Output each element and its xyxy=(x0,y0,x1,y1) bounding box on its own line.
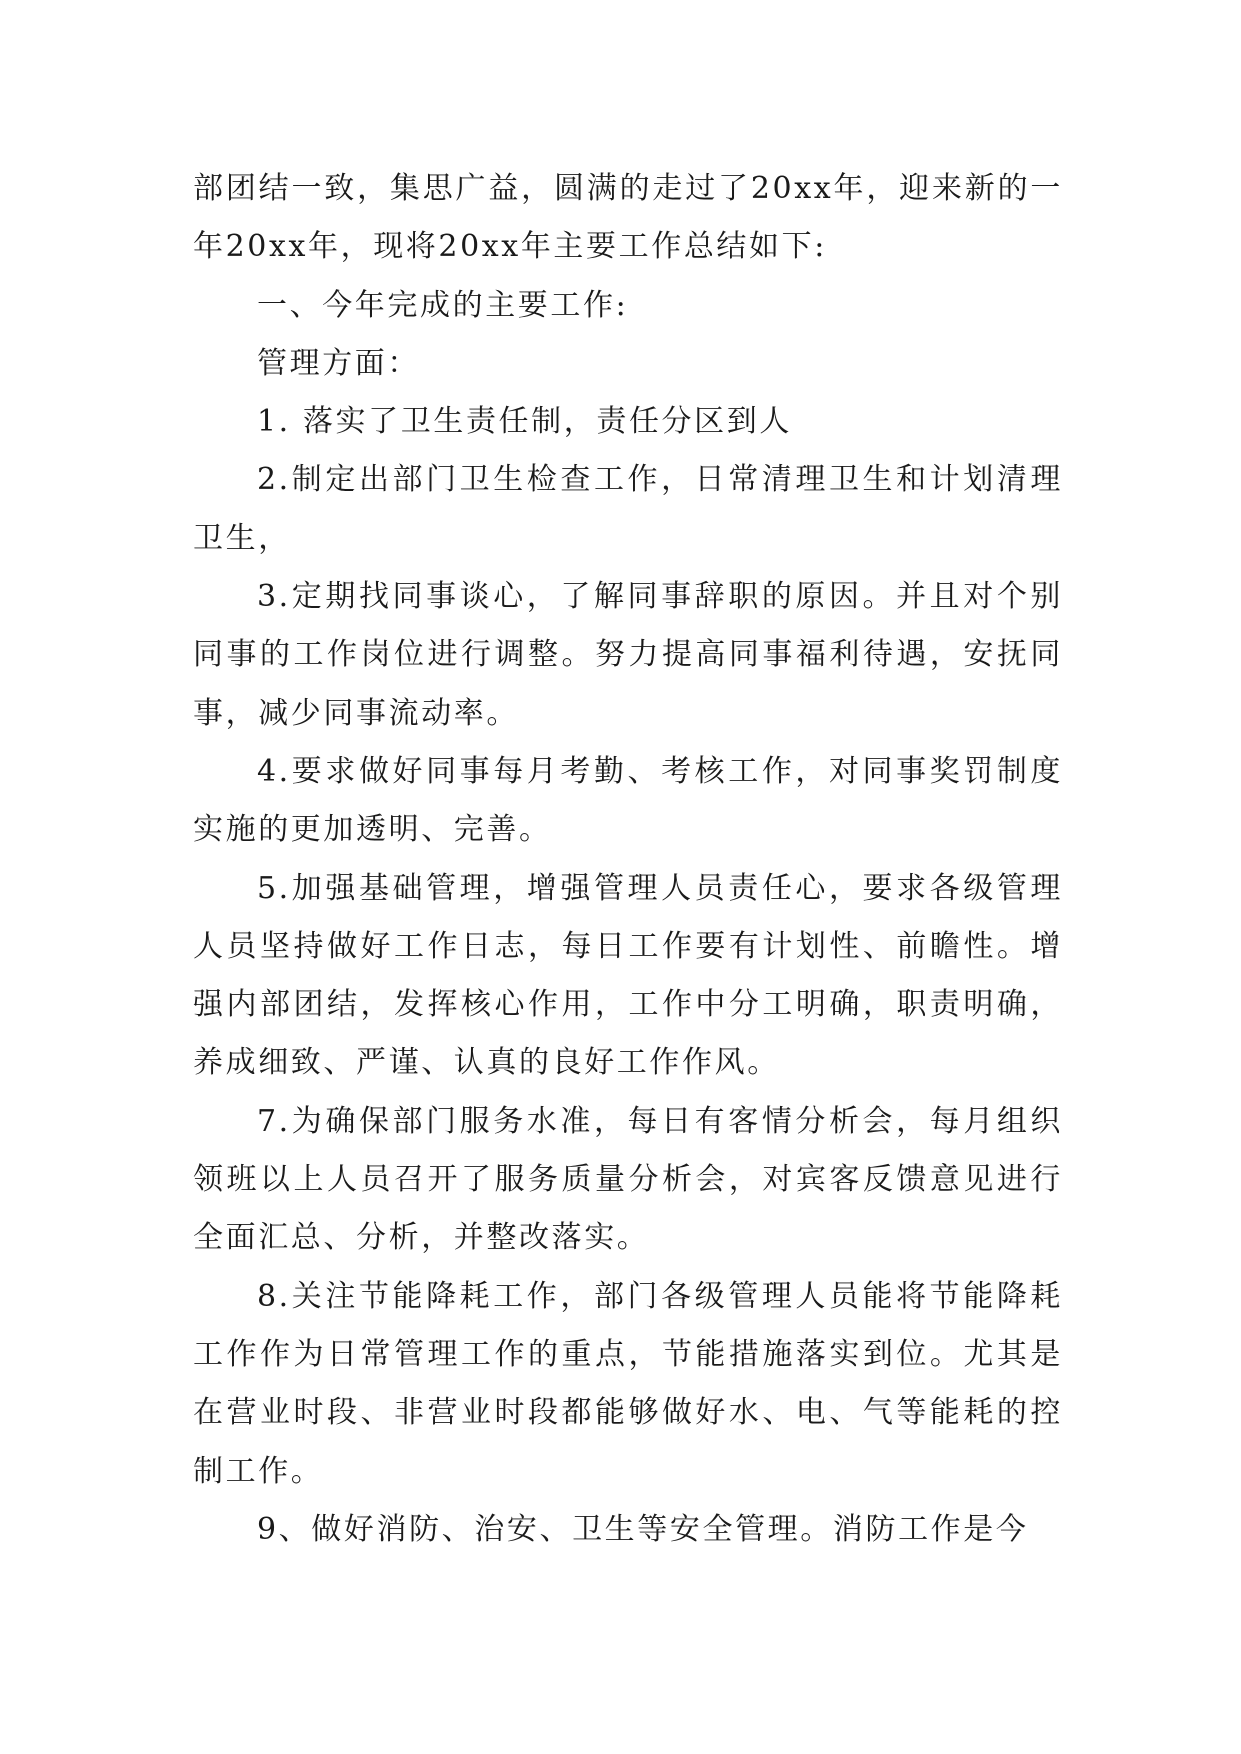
paragraph-item-7: 7.为确保部门服务水准，每日有客情分析会，每月组织领班以上人员召开了服务质量分析会，对宾客反馈意见进行全面汇总、分析，并整改落实。 xyxy=(193,1103,1063,1256)
paragraph-section-heading: 一、今年完成的主要工作: xyxy=(257,287,629,323)
document-body xyxy=(193,160,1063,1559)
paragraph-item-1: 1. 落实了卫生责任制，责任分区到人 xyxy=(257,404,792,440)
paragraph-item-2: 2.制定出部门卫生检查工作，日常清理卫生和计划清理卫生， xyxy=(193,462,1063,556)
paragraph-item-8: 8.关注节能降耗工作，部门各级管理人员能将节能降耗工作作为日常管理工作的重点，节能措施落实到位。尤其是在营业时段、非营业时段都能够做好水、电、气等能耗的控制工作。 xyxy=(193,1278,1063,1489)
paragraph-intro: 部团结一致，集思广益，圆满的走过了20xx年，迎来新的一年20xx年，现将20xx年主要工作总结如下: xyxy=(193,171,1063,265)
paragraph-item-5: 5.加强基础管理，增强管理人员责任心，要求各级管理人员坚持做好工作日志，每日工作要有计划性、前瞻性。增强内部团结，发挥核心作用，工作中分工明确，职责明确，养成细致、严谨、认真的良好工作作风。 xyxy=(193,870,1063,1081)
paragraph-item-3: 3.定期找同事谈心，了解同事辞职的原因。并且对个别同事的工作岗位进行调整。努力提高同事福利待遇，安抚同事，减少同事流动率。 xyxy=(193,579,1063,731)
paragraph-item-4: 4.要求做好同事每月考勤、考核工作，对同事奖罚制度实施的更加透明、完善。 xyxy=(193,753,1063,848)
paragraph-management-heading: 管理方面： xyxy=(257,345,420,381)
paragraph-item-9: 9、做好消防、治安、卫生等安全管理。消防工作是今 xyxy=(257,1511,1029,1547)
